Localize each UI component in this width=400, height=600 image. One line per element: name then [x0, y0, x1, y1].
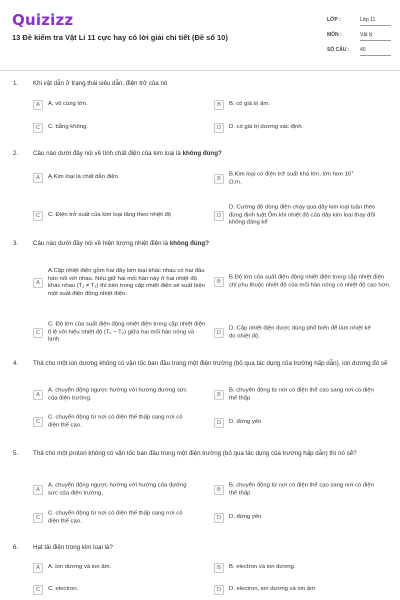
- question-text: Thả cho một ion dương không có vận tốc ban đầu trong một điện trường (bỏ qua tác dụng của trường hấp dẫn), ion dương đó sẽ: [33, 360, 388, 367]
- question-text: Khi vật dẫn ở trạng thái siêu dẫn, điện trở của nó: [33, 80, 168, 87]
- question-text-main: Câu nào dưới đây nói về hiện tượng nhiệt điện là: [33, 240, 170, 247]
- question-number: 6.: [13, 544, 19, 551]
- question-number: 3.: [13, 240, 19, 247]
- option-text-unit: Ω.m.: [229, 179, 242, 185]
- option-letter: C: [33, 328, 43, 338]
- option-c[interactable]: [33, 121, 198, 135]
- option-a[interactable]: [33, 385, 198, 405]
- quizizz-logo: Quizizz: [12, 11, 74, 29]
- option-c[interactable]: [33, 202, 198, 230]
- option-a[interactable]: [33, 171, 198, 185]
- question-text-main: Câu nào dưới đây nói về tính chất điện của kim loại là: [33, 150, 183, 157]
- option-text: A. chuyển động ngược hướng với hướng của đường sức của điện trường.: [48, 482, 187, 496]
- header-divider: [0, 70, 400, 71]
- option-d[interactable]: [214, 511, 390, 525]
- page-header: [0, 0, 400, 66]
- question-text: Thả cho một proton không có vận tốc ban đầu trong một điện trường (bỏ qua tác dụng của trường hấp dẫn) thì nó sẽ?: [33, 450, 357, 457]
- option-letter: D: [214, 328, 224, 338]
- option-letter: A: [33, 278, 43, 288]
- option-text: B. có giá trị âm.: [229, 101, 270, 108]
- meta-row-class: [327, 14, 391, 28]
- meta-value-subject: Vật lý: [360, 32, 373, 38]
- option-letter: D: [214, 585, 224, 595]
- option-letter: B: [214, 390, 224, 400]
- option-b[interactable]: [214, 266, 390, 298]
- option-text-main: B.Kim loại có điện trở suất khá lớn, lớn hơn 10: [229, 171, 352, 178]
- option-b[interactable]: [214, 480, 390, 500]
- question-number: 4.: [13, 360, 19, 367]
- question-text: [33, 150, 388, 159]
- option-text: D. electron, ion dương và ion âm: [229, 586, 316, 593]
- meta-row-count: [327, 44, 391, 58]
- option-d[interactable]: [214, 121, 390, 135]
- option-text: D. có giá trị dương xác định: [229, 124, 302, 131]
- option-b[interactable]: [214, 98, 390, 112]
- meta-key-count: SỐ CÂU :: [327, 47, 350, 53]
- option-d[interactable]: [214, 318, 390, 348]
- option-text: A.Cặp nhiệt điện gồm hai dây kim loại khác nhau có hai đầu hàn nối với nhau. Nếu giữ hai mối hàn này ở hai nhiệt độ khác nhau (T₁ ≠ T₂) thì bên trong cặp nhiệt điện sẽ xuất hiện một suất điện động nhiệt điện.: [48, 267, 206, 297]
- option-text: C. bằng không.: [48, 124, 88, 131]
- option-d[interactable]: [214, 202, 390, 230]
- option-letter: C: [33, 211, 43, 221]
- superscript: 7: [351, 170, 354, 175]
- option-letter: B: [214, 174, 224, 184]
- option-letter: A: [33, 390, 43, 400]
- option-letter: A: [33, 485, 43, 495]
- option-letter: D: [214, 123, 224, 133]
- question-text: [33, 240, 388, 249]
- option-b[interactable]: [214, 385, 390, 405]
- option-text: D. đứng yên: [229, 419, 262, 426]
- option-b[interactable]: [214, 169, 390, 189]
- meta-row-subject: [327, 29, 391, 43]
- option-text: [229, 171, 387, 186]
- option-text: C. chuyển động từ nơi có điện thế thấp sang nơi có điện thế cao.: [48, 510, 183, 524]
- option-letter: C: [33, 417, 43, 427]
- option-c[interactable]: [33, 318, 206, 348]
- option-text: D. Cặp nhiệt điện được dùng phổ biến để làm nhiệt kế đo nhiệt độ.: [229, 325, 371, 339]
- option-text: A. chuyển động ngược hướng với hướng đường sức của điện trường.: [48, 387, 187, 401]
- option-a[interactable]: [33, 480, 198, 500]
- option-text: C. Điện trở suất của kim loại tăng theo nhiệt độ: [48, 212, 172, 219]
- option-text: D. Cường độ dòng điện chạy qua dây kim loại tuân theo đúng định luật Ôm khi nhiệt độ của dây kim loại thay đổi không đáng kể: [229, 204, 376, 226]
- option-letter: A: [33, 563, 43, 573]
- option-letter: B: [214, 100, 224, 110]
- option-letter: B: [214, 563, 224, 573]
- option-text: C. Độ lớn của suất điện động nhiệt điện trong cặp nhiệt điện tỉ lệ với hiệu nhiệt độ (T₁ − T₂) giữa hai mối hàn nóng và lạnh.: [48, 321, 206, 343]
- option-letter: C: [33, 123, 43, 133]
- option-text: B.Độ lớn của suất điện động nhiệt điện trong cặp nhiệt điện chỉ phụ thuộc nhiệt độ của mối hàn nóng có nhiệt độ cao hơn.: [229, 274, 391, 288]
- option-letter: B: [214, 277, 224, 287]
- option-c[interactable]: [33, 583, 198, 597]
- option-d[interactable]: [214, 583, 390, 597]
- option-b[interactable]: [214, 561, 390, 575]
- question-number: 2.: [13, 150, 19, 157]
- meta-value-class: Lớp 11: [360, 17, 376, 23]
- option-d[interactable]: [214, 416, 390, 430]
- option-letter: D: [214, 211, 224, 221]
- document-title: 13 Đề kiểm tra Vật Lí 11 cực hay có lời giải chi tiết (Đề số 10): [12, 33, 228, 42]
- option-letter: D: [214, 418, 224, 428]
- question-text-emphasis: không đúng?: [182, 150, 222, 157]
- option-a[interactable]: [33, 561, 198, 575]
- option-letter: B: [214, 485, 224, 495]
- meta-key-class: LỚP :: [327, 17, 341, 23]
- meta-underline: [360, 25, 391, 26]
- option-letter: C: [33, 585, 43, 595]
- question-text-emphasis: không đúng?: [169, 240, 209, 247]
- option-letter: C: [33, 513, 43, 523]
- option-text: A.Kim loại là chất dẫn điện.: [48, 174, 120, 181]
- option-c[interactable]: [33, 412, 198, 432]
- option-text: A. ion dương và ion âm.: [48, 564, 112, 571]
- option-text: C. electron.: [48, 586, 79, 593]
- option-letter: A: [33, 100, 43, 110]
- option-text: C. chuyển động từ nơi có điện thế thấp sang nơi có điện thế cao.: [48, 414, 183, 428]
- meta-key-subject: MÔN :: [327, 32, 342, 38]
- option-letter: A: [33, 173, 43, 183]
- option-letter: D: [214, 513, 224, 523]
- option-c[interactable]: [33, 508, 198, 528]
- option-text: B. chuyển động từ nơi có điện thế cao sang nơi có điện thế thấp: [229, 482, 374, 496]
- option-text: B. electron và ion dương.: [229, 564, 296, 571]
- option-text: B. chuyển động từ nơi có điện thế cao sang nơi có điện thế thấp: [229, 387, 374, 401]
- question-number: 5.: [13, 450, 19, 457]
- question-number: 1.: [13, 80, 19, 87]
- option-a[interactable]: [33, 260, 206, 306]
- question-text: Hạt tải điện trong kim loại là?: [33, 544, 113, 551]
- option-text: D. đứng yên: [229, 514, 262, 521]
- meta-underline: [360, 55, 391, 56]
- option-text: A. vô cùng lớn.: [48, 101, 88, 108]
- meta-underline: [360, 40, 391, 41]
- meta-value-count: 40: [360, 47, 366, 53]
- option-a[interactable]: [33, 98, 198, 112]
